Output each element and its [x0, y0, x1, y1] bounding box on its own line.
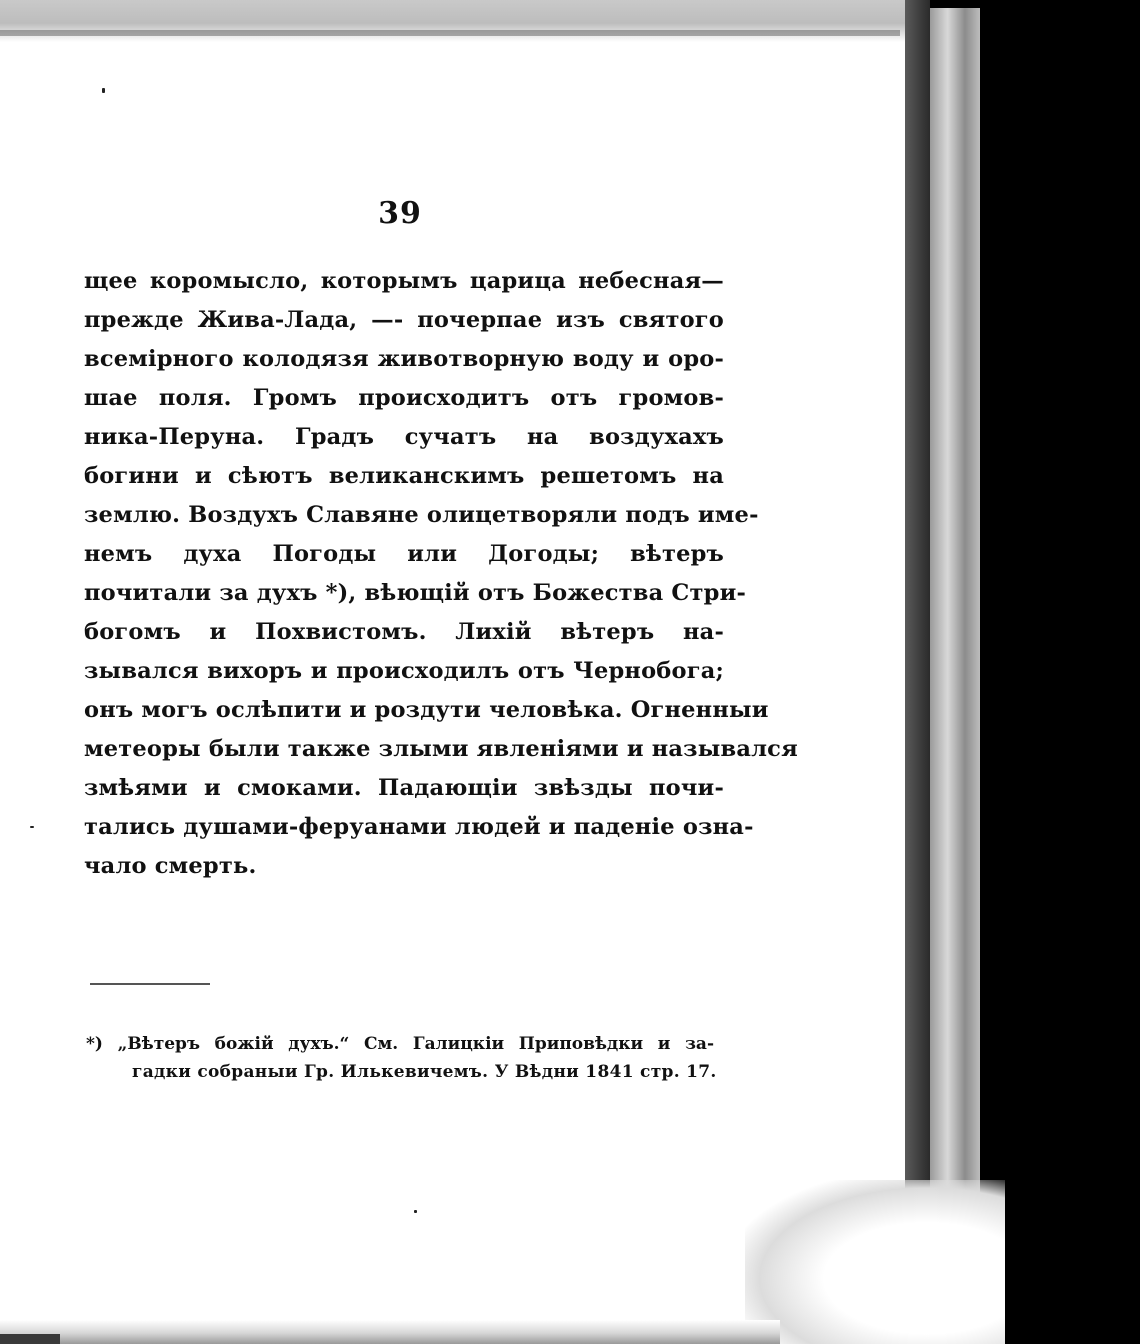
scan-speck [414, 1210, 417, 1213]
scan-speck [30, 826, 34, 828]
footnote-line: *) „Вѣтеръ божiй духъ.“ См. Галицкiи Приповѣдки и за- [86, 1034, 714, 1054]
text-line: немъ духа Погоды или Догоды; вѣтеръ [84, 541, 724, 567]
text-line: онъ могъ ослѣпити и роздути человѣка. Огненныи [84, 697, 769, 723]
text-line: тались душами-феруанами людей и паденiе озна- [84, 814, 754, 840]
text-line-last: чало смерть. [84, 853, 257, 879]
page-number: 39 [378, 196, 422, 231]
page-top-shadow [0, 30, 900, 36]
text-line: почитали за духъ *), вѣющiй отъ Божества Стри- [84, 580, 747, 606]
text-line: богомъ и Похвистомъ. Лихiй вѣтеръ на- [84, 619, 724, 645]
page-corner [745, 1180, 1005, 1344]
page-right-edge [905, 0, 930, 1344]
footnote [86, 1030, 717, 1086]
stacked-pages-edge [930, 8, 980, 1308]
page-bottom-edge [0, 1320, 780, 1344]
text-line: богини и сѣютъ великанскимъ решетомъ на [84, 463, 724, 489]
text-line: метеоры были также злыми явленiями и назывался [84, 736, 798, 762]
footnote-divider [90, 983, 210, 985]
text-line: прежде Жива-Лада, —- почерпае изъ святого [84, 307, 724, 333]
text-line: ника-Перуна. Градъ сучатъ на воздухахъ [84, 424, 724, 450]
scan-speck [102, 88, 105, 93]
text-line: змѣями и смоками. Падающiи звѣзды почи- [84, 775, 724, 801]
text-line: шае поля. Громъ происходитъ отъ громов- [84, 385, 724, 411]
text-line: землю. Воздухъ Славяне олицетворяли подъ име- [84, 502, 759, 528]
page-bottom-shadow [0, 1334, 60, 1344]
text-line: зывался вихоръ и происходилъ отъ Чернобога; [84, 658, 724, 684]
footnote-line: гадки собраныи Гр. Илькевичемъ. У Вѣдни 1841 стр. 17. [132, 1062, 717, 1082]
text-line: щее коромысло, которымъ царица небесная— [84, 268, 724, 294]
body-text [84, 262, 798, 886]
text-line: всемiрного колодязя животворную воду и оро- [84, 346, 724, 372]
